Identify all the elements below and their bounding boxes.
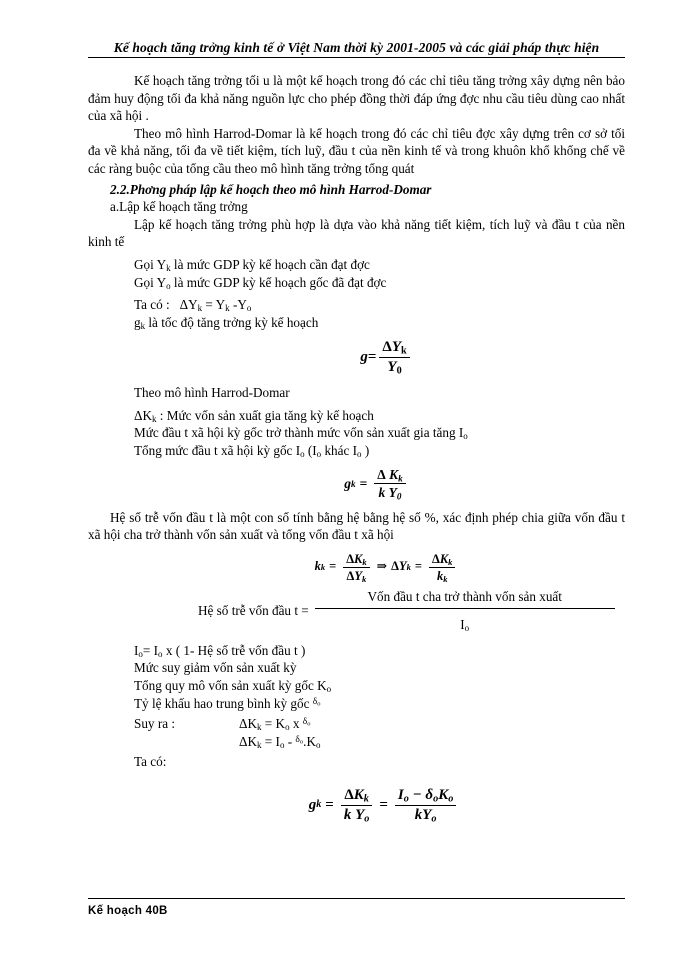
paragraph-3: Lập kế hoạch tăng trởng phù hợp là dựa vào khả năng tiết kiệm, tích luỹ và đầu t của nền kinh tế [88,216,625,250]
line-suy-ra [88,715,625,733]
tong-muc-text-b: (I [304,442,317,458]
suy-ra-1-delta: δ [302,717,308,728]
formula3-num-2 [429,552,455,568]
formula2-fraction [374,467,405,500]
io-sub-1: o [138,649,143,660]
gk-suffix: là tốc độ tăng trởng kỳ kế hoạch [145,314,319,330]
formula4-num2-i-sub: o [403,793,409,805]
ty-le-delta-sub: o [317,700,321,708]
suy-ra-2-delta-sub: o [299,738,304,746]
muc-dau-t-text: Mức đầu t xã hội kỳ gốc trở thành mức vốn sản xuất gia tăng I [134,425,464,441]
ta-co-label: Ta có : [134,297,170,313]
formula3-num1-delta: Δ [346,551,355,566]
he-so-tre-den-sub: o [464,623,470,634]
suy-ra-1-sub-2: o [285,722,290,733]
formula1-fraction [379,339,409,376]
formula4-den1-k: k [343,806,352,823]
suy-ra-2-dot-k: .K [303,733,316,749]
formula1-num-sub: k [400,345,407,357]
formula3-num1-sub: k [362,556,367,567]
line-ty-le-khau-hao [88,695,625,713]
paragraph-1: Kế hoạch tăng trởng tối u là một kế hoạch trong đó các chỉ tiêu tăng trởng xây dựng nên bảo đảm huy động tối đa khả năng nguồn lực cho phép đồng thời đáp ứng đợc nhu cầu tiêu dùng cao nhất của xã hội . [88,73,625,124]
delta-yk-subscript: k [197,303,203,314]
section-heading-2-2: 2.2.Phơng pháp lập kế hoạch theo mô hình Harrod-Domar [110,181,432,197]
formula1-denominator [384,358,404,376]
formula3-den-1 [344,568,370,583]
io-var: I [134,642,139,658]
formula3-den1-sub: k [362,573,367,584]
suy-ra-equation-1 [239,715,310,733]
delta-kk-symbol: ΔK [134,407,153,423]
formula1-num-var: Y [391,339,401,356]
suy-ra-2-minus: - [284,733,296,749]
formula3-lhs-var: k [314,559,321,574]
io-sub-2: o [158,649,163,660]
tong-quy-mo-sub: o [326,684,332,695]
he-so-tre-fraction [315,588,615,634]
formula3-num-1 [343,552,369,568]
goi-yk-subscript: k [166,263,171,274]
formula1-numerator [379,339,409,358]
formula-gk-capital: g k = $\frac{\Delta K_k}{k Y_0}$ [88,467,625,500]
suy-ra-equation-2 [239,733,320,751]
ty-le-delta: δ [312,696,318,707]
delta-yk-minus-y: -Y [229,297,247,313]
formula3-den1-var: Y [354,568,363,583]
formula4-den-2 [412,806,440,824]
formula3-mid-delta: Δ [391,559,399,574]
suy-ra-2-delta-k: ΔK [239,733,258,749]
formula4-num2-minus: − [412,787,422,804]
paragraph-4: Hệ số trễ vốn đầu t là một con số tính bằng hệ bằng hệ số %, xác định phép chia giữa vốn đầu t xã hội cha trở thành vốn sản xuất và tổng vốn đầu t xã hội [88,509,625,543]
he-so-tre-label: Hệ số trễ vốn đầu t = [198,602,309,618]
formula1-den-sub: 0 [396,365,402,377]
formula2-numerator [374,467,405,484]
delta-yk-equals-y: = Y [202,297,226,313]
formula4-equals-1: = [325,796,334,813]
io-rest: x ( 1- Hệ số trễ vốn đầu t ) [162,642,306,658]
goi-yo-prefix: Gọi Y [134,274,167,290]
he-so-tre-numerator: Vốn đầu t cha trở thành vốn sản xuất [315,588,615,610]
he-so-tre-denominator [460,609,469,634]
paragraph-2: Theo mô hình Harrod-Domar là kế hoạch trong đó các chỉ tiêu đợc xây dựng trên cơ sở tối đa về khả năng, tối đa về tiết kiệm, tích luỹ, đầu t của nền kinh tế và trong khuôn khổ khống chế về các ràng buộc của tổng cầu theo mô hình tăng trởng tổng quát [88,125,625,176]
suy-ra-1-delta-k: ΔK [239,716,258,732]
formula4-num2-delta-sub: o [433,793,439,805]
line-suy-ra-2 [88,733,625,751]
formula-growth-rate [88,339,625,376]
line-io-equation [88,642,625,660]
gk-prefix: g [134,314,141,330]
tong-muc-text-a: Tổng mức đầu t xã hội kỳ gốc I [134,442,301,458]
goi-yk-suffix: là mức GDP kỳ kế hoạch cần đạt đợc [170,256,370,272]
formula-lag-coefficient: k k = $\frac{\Delta K_k}{\Delta Y_k}$ ⇒ Δ Y k = $\frac{\Delta K_k}{k_k}$ [88,552,625,583]
formula4-num2-i: I [397,787,404,804]
formula4-den1-var: Y [355,806,365,823]
formula3-num2-delta: Δ [431,551,440,566]
formula3-mid-var: Y [398,559,407,574]
delta-kk-subscript: k [152,413,157,424]
goi-yo-suffix: là mức GDP kỳ kế hoạch gốc đã đạt đợc [170,274,387,290]
formula4-num1-delta: Δ [344,787,354,804]
page-header [88,40,625,58]
suy-ra-2-spacer [134,733,239,751]
suy-ra-1-delta-sub: o [307,720,311,728]
formula3-den1-delta: Δ [346,568,355,583]
formula3-equals-2: = [414,559,422,574]
delta-yk-symbol: ΔY [179,297,198,313]
formula2-den-sub: 0 [396,491,402,502]
ty-le-delta-wrap [313,697,321,707]
formula4-num1-var: K [353,787,364,804]
formula3-den2-var: k [436,568,444,583]
formula4-den2-k: k [414,806,423,823]
document-body [88,72,625,824]
formula3-fraction-1 [343,552,369,583]
io-equals-i: = I [142,642,159,658]
footer-text: Kế hoạch 40B [88,905,168,917]
suy-ra-1-sub: k [257,722,262,733]
formula2-equals: = [359,476,368,492]
he-so-tre-den-var: I [460,617,465,633]
formula3-implies: ⇒ [376,559,388,574]
formula2-denominator [376,484,405,500]
muc-dau-t-subscript: o [463,431,468,442]
formula2-num-var: K [389,467,399,483]
formula4-fraction-1 [341,787,373,824]
formula4-num-1 [341,787,372,806]
line-gk [88,314,625,332]
line-goi-yk [88,256,625,274]
formula3-den2-sub: k [443,573,448,584]
formula4-den1-sub: o [364,813,370,825]
formula3-num2-var: K [439,551,449,566]
line-goi-yo [88,274,625,292]
formula4-lhs-var: g [308,796,317,813]
line-ta-co-2: Ta có: [134,754,167,770]
formula4-equals-2: = [379,796,388,813]
formula3-num1-var: K [354,551,363,566]
item-a-label: a.Lập kế hoạch tăng trởng [110,199,248,215]
formula4-num2-k: K [438,787,449,804]
formula1-den-var: Y [387,359,397,376]
formula-final-growth: g k = $\frac{\Delta K_k}{k Y_o}$ = $\frac{I_o - \delta_oK_o}{kY_o}$ [88,787,625,824]
formula2-num-delta: Δ [377,467,386,483]
formula3-num2-sub: k [448,556,453,567]
goi-yo-subscript: o [166,280,171,291]
suy-ra-2-delta-wrap [295,735,303,745]
goi-yk-prefix: Gọi Y [134,256,167,272]
suy-ra-1-delta-wrap [303,717,311,727]
formula2-den-k: k [378,485,386,501]
tong-muc-sub-3: o [357,448,362,459]
formula2-num-sub: k [398,473,403,484]
formula1-num-delta: Δ [382,339,392,356]
formula4-den2-var: Y [422,806,432,823]
line-muc-suy-giam: Mức suy giảm vốn sản xuất kỳ [134,660,297,676]
delta-yk-yo-subscript: o [246,303,252,314]
formula4-num1-sub: k [363,793,369,805]
formula-he-so-tre [88,588,625,634]
formula2-lhs-var: g [344,476,351,492]
formula3-fraction-2 [429,552,455,583]
header-title: Kế hoạch tăng trởng kinh tế ở Việt Nam thời kỳ 2001-2005 và các giải pháp thực hiện [113,40,600,55]
page-footer [88,898,625,917]
line-delta-kk [88,407,625,425]
suy-ra-2-sub-2: o [279,740,285,751]
line-tong-muc-dau-t [88,442,625,460]
gk-subscript: k [140,320,146,331]
formula4-den2-sub: o [431,813,437,825]
tong-muc-text-d: ) [361,442,370,458]
suy-ra-2-k-sub: o [315,740,321,751]
tong-muc-sub-1: o [300,448,305,459]
formula3-equals-1: = [329,559,337,574]
tong-muc-text-c: khác I [321,442,358,458]
suy-ra-label: Suy ra : [134,716,176,732]
line-tong-quy-mo [88,677,625,695]
formula4-den-1 [341,806,373,824]
formula4-fraction-2 [395,787,456,824]
formula2-den-var: Y [388,485,397,501]
formula4-num2-k-sub: o [448,793,454,805]
formula4-num-2 [395,787,456,806]
formula1-equals: = [367,348,377,365]
ty-le-text: Tỷ lệ khấu hao trung bình kỳ gốc [134,695,313,711]
tong-muc-sub-2: o [316,448,322,459]
suy-ra-1-equals-k: = K [261,716,286,732]
formula3-den-2 [434,568,451,583]
line-ta-co-1 [88,296,625,314]
delta-yk-y-subscript: k [225,303,230,314]
formula4-num2-delta: δ [425,787,434,804]
suy-ra-2-delta: δ [295,734,300,745]
delta-kk-description: : Mức vốn sản xuất gia tăng kỳ kế hoạch [156,407,374,423]
suy-ra-2-equals-i: = I [261,733,280,749]
line-muc-dau-t [88,424,625,442]
formula1-lhs: g [360,348,368,365]
line-theo-mo-hinh: Theo mô hình Harrod-Domar [134,384,290,400]
tong-quy-mo-text: Tổng quy mô vốn sản xuất kỳ gốc K [134,678,327,694]
suy-ra-2-sub: k [257,740,262,751]
suy-ra-1-times: x [289,716,303,732]
